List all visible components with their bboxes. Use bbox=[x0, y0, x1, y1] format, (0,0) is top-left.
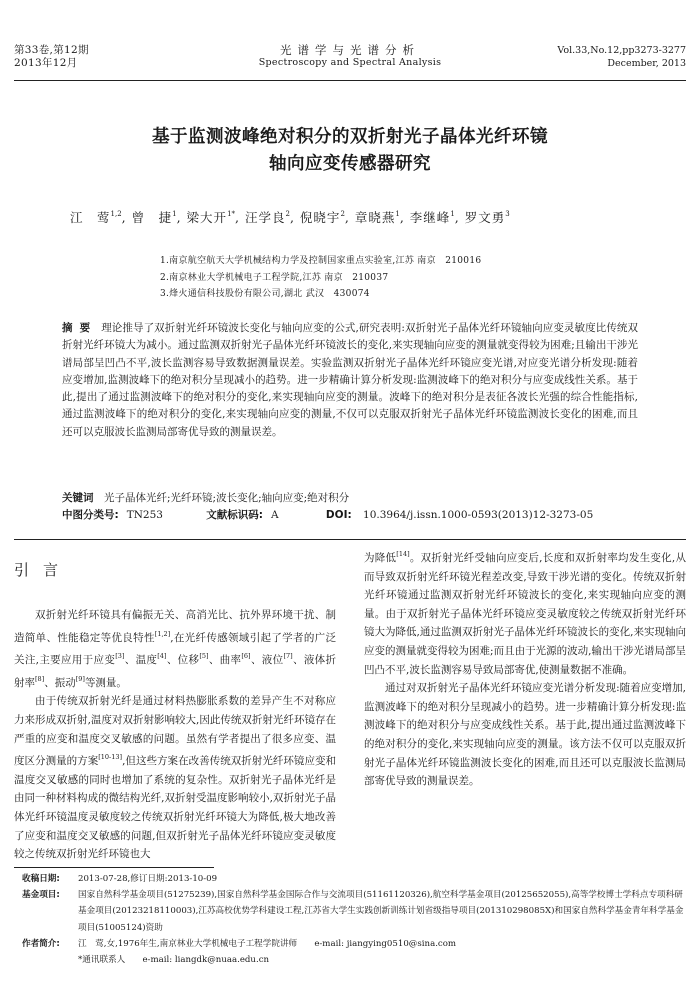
journal-name-cn: 光谱学与光谱分析 bbox=[280, 43, 420, 57]
footnote bbox=[14, 871, 686, 968]
keywords-text: 光子晶体光纤;光纤环镜;波长变化;轴向应变;绝对积分 bbox=[104, 492, 350, 504]
clc-label: 中图分类号: bbox=[62, 508, 119, 521]
abstract-text: 理论推导了双折射光纤环镜波长变化与轴向应变的公式,研究表明:双折射光子晶体光纤环镜轴向应变灵敏度比传统双折射光纤环镜大为减小。通过监测双折射光子晶体光纤环镜波长的变化,来实现轴向应变的测量就变得较为困难;且输出干涉光谱局部呈凹凸不平,波长监测容易导致数据测量误差。实验监测双折射光子晶体光纤环镜应变光谱,对应变光谱分析发现:随着应变增加,监测波峰下的绝对积分呈现减小的趋势。进一步精确计算分析发现:监测波峰下的绝对积分与应变成线性关系。基于此,提出了通过监测波峰下的绝对积分的变化,来实现轴向应变的测量。波峰下的绝对积分是表征各波长光强的综合性能指标,通过监测波峰下的绝对积分的变化,来实现轴向应变的测量,不仅可以克服双折射光子晶体光纤环镜监测波长变化的困难,而且还可以克服波长监测局部寄优导致的测量误差。 bbox=[62, 322, 639, 438]
author: 江 莺$^{1,2}$ bbox=[70, 210, 122, 225]
author: 章晓燕$^1$ bbox=[354, 210, 400, 225]
paragraph: 通过对双折射光子晶体光纤环镜应变光谱分析发现:随着应变增加,监测波峰下的绝对积分呈现减小的趋势。进一步精确计算分析发现:监测波峰下的绝对积分与应变成线性关系。基于此,提出通过监测波峰下的绝对积分的变化,来实现轴向应变的测量。该方法不仅可以克服双折射光子晶体光纤环镜监测波长变化的困难,而且还可以克服波长监测局部寄优导致的测量误差。 bbox=[364, 682, 686, 788]
title-line-2: 轴向应变传感器研究 bbox=[269, 154, 431, 174]
body-column-left bbox=[14, 560, 336, 864]
article-meta bbox=[62, 490, 638, 523]
clc-value: TN253 bbox=[126, 508, 163, 521]
header-right bbox=[557, 44, 686, 70]
journal-name-en: Spectroscopy and Spectral Analysis bbox=[258, 57, 442, 68]
running-header bbox=[14, 44, 686, 80]
author: 梁大开$^{1*}$ bbox=[186, 210, 236, 225]
body-column-right bbox=[364, 545, 686, 791]
volume-issue-cn: 第33卷,第12期 bbox=[14, 44, 89, 56]
paragraph: 由于传统双折射光纤是通过材料热膨胀系数的差异产生不对称应力来形成双折射,温度对双折射影响较大,因此传统双折射光纤环镜存在严重的应变和温度交叉敏感的问题。虽然有学者提出了很多应变、温度区分测量的方案[10-13],但这些方案在改善传统双折射光纤环镜应变和温度交叉敏感的同时也增加了系统的复杂性。双折射光子晶体光纤是由同一种材料构成的微结构光纤,双折射受温度影响较小,双折射光子晶体光纤环镜温度灵敏度较之传统双折射光纤环镜大为降低,极大地改善了应变和温度交叉敏感的问题,但双折射光子晶体光纤环镜应变灵敏度较之传统双折射光纤环镜也大 bbox=[14, 695, 337, 861]
footnote-divider bbox=[14, 867, 214, 868]
author: 倪晓宇$^2$ bbox=[299, 210, 345, 225]
doi-value: 10.3964/j.issn.1000-0593(2013)12-3273-05 bbox=[363, 508, 594, 521]
affiliation: 3.烽火通信科技股份有限公司,湖北 武汉 430074 bbox=[160, 289, 370, 299]
date-en: December, 2013 bbox=[607, 58, 686, 69]
received-date: 收稿日期: 2013-07-28,修订日期:2013-10-09 bbox=[22, 874, 218, 884]
abstract bbox=[62, 320, 638, 441]
author: 汪学良$^2$ bbox=[244, 210, 290, 225]
author-list: 江 莺$^{1,2}$, 曾 捷$^1$, 梁大开$^{1*}$, 汪学良$^2$, 倪晓宇$^2$, 章晓燕$^1$, 李继峰$^1$, 罗文勇$^3$ bbox=[70, 210, 510, 225]
author-bio: 作者简介: 江 莺,女,1976年生,南京林业大学机械电子工程学院讲师 e-mail: jiangying0510@sina.com bbox=[22, 938, 457, 949]
author: 罗文勇$^3$ bbox=[464, 210, 510, 225]
section-divider bbox=[14, 539, 686, 540]
paragraph: 双折射光纤环镜具有偏振无关、高消光比、抗外界环境干扰、制造简单、性能稳定等优良特性[1,2],在光纤传感领域引起了学者的广泛关注,主要应用于应变[3]、温度[4]、位移[5]、曲率[6]、液位[7]、液体折射率[8]、振动[9]等测量。 bbox=[14, 609, 337, 689]
title-line-1: 基于监测波峰绝对积分的双折射光子晶体光纤环镜 bbox=[152, 127, 548, 147]
section-heading: 引言 bbox=[14, 561, 73, 579]
affiliation-list bbox=[160, 253, 481, 303]
corresponding-author: *通讯联系人 e-mail: liangdk@nuaa.edu.cn bbox=[78, 955, 270, 966]
author: 曾 捷$^1$ bbox=[131, 210, 177, 225]
keywords-row bbox=[62, 490, 638, 507]
doc-code-label: 文献标识码: bbox=[206, 508, 263, 521]
volume-issue-en: Vol.33,No.12,pp3273-3277 bbox=[557, 45, 686, 56]
date-cn: 2013年12月 bbox=[14, 57, 78, 69]
abstract-label: 摘要 bbox=[62, 322, 98, 334]
paper-title bbox=[0, 124, 700, 178]
doi-label: DOI: bbox=[325, 508, 352, 521]
affiliation: 1.南京航空航天大学机械结构力学及控制国家重点实验室,江苏 南京 210016 bbox=[160, 256, 482, 266]
paragraph: 为降低[14]。双折射光纤受轴向应变后,长度和双折射率均发生变化,从而导致双折射光纤环镜光程差改变,导致干涉光谱的变化。传统双折射光纤环镜通过监测双折射光纤环镜波长的变化,来实现轴向应变的测量。由于双折射光子晶体光纤环镜应变灵敏度较之传统双折射光纤环镜大为降低,通过监测双折射光子晶体光纤环镜波长的变化,来实现轴向应变的测量就变得较为困难;而且由于光源的波动,输出干涉光谱局部呈凹凸不平,波长监测容易导致局部寄优,使测量数据不准确。 bbox=[364, 550, 686, 676]
header-divider bbox=[14, 80, 686, 81]
keywords-label: 关键词 bbox=[62, 492, 94, 504]
affiliation: 2.南京林业大学机械电子工程学院,江苏 南京 210037 bbox=[160, 272, 389, 283]
classification-row bbox=[62, 507, 638, 524]
doc-code-value: A bbox=[270, 508, 279, 521]
funding-info: 基金项目: 国家自然科学基金项目(51275239),国家自然科学基金国际合作与交流项目(51161120326),航空科学基金项目(20125652055),高等学校博士学科点专项科研基金项目(20123218110003),江苏高校优势学科建设工程,江苏省大学生实践创新训练计划省级指导项目(201310298085X)和国家自然科学基金青年科学基金项目(51005124)资助 bbox=[22, 890, 684, 933]
author: 李继峰$^1$ bbox=[409, 210, 455, 225]
